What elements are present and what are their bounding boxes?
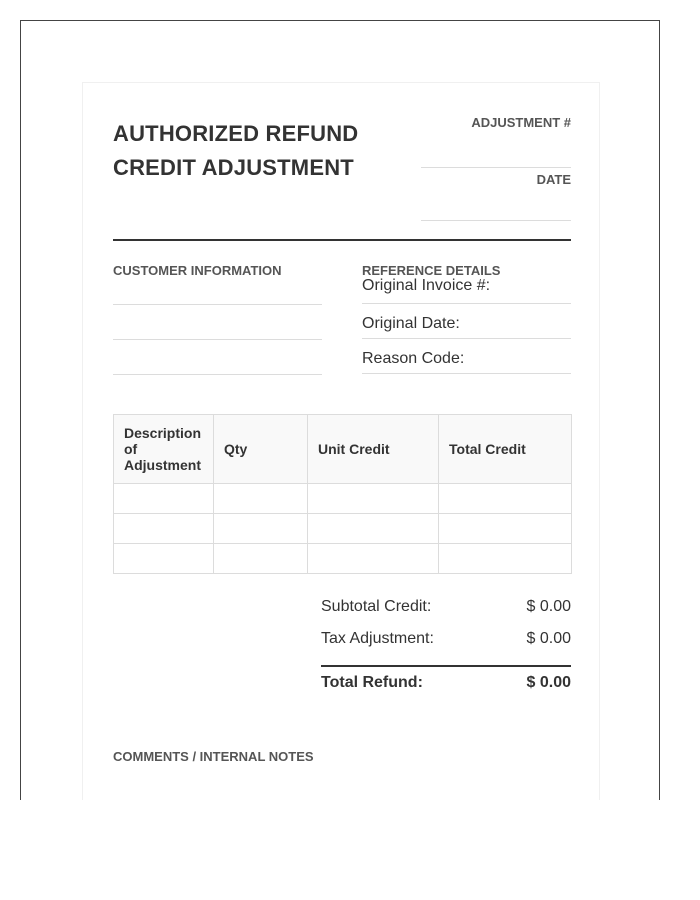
column-header-unit-credit: Unit Credit [308,415,439,484]
adjustment-number-field[interactable] [421,115,571,168]
table-cell[interactable] [114,484,214,514]
table-header-row [114,415,572,484]
tax-adjustment-value: $ 0.00 [526,630,571,647]
subtotal-value: $ 0.00 [526,598,571,615]
table-cell[interactable] [308,544,439,574]
table-row [114,514,572,544]
customer-information-section [113,263,322,375]
table-cell[interactable] [308,514,439,544]
table-cell[interactable] [114,544,214,574]
title-line-2: CREDIT ADJUSTMENT [113,155,354,180]
table-cell[interactable] [439,544,572,574]
table-cell[interactable] [308,484,439,514]
header-divider [113,239,571,241]
date-label: DATE [536,172,571,187]
original-invoice-label: Original Invoice #: [362,277,491,294]
table-cell[interactable] [214,544,308,574]
total-refund-label: Total Refund: [321,674,423,691]
table-row [114,484,572,514]
tax-adjustment-row [321,629,571,661]
table-cell[interactable] [114,514,214,544]
page-frame [20,20,660,800]
comments-title: COMMENTS / INTERNAL NOTES [113,749,314,764]
subtotal-row [321,597,571,629]
document-title [113,117,403,185]
tax-adjustment-label: Tax Adjustment: [321,630,434,647]
total-refund-value: $ 0.00 [526,674,571,691]
customer-information-title: CUSTOMER INFORMATION [113,263,322,305]
column-header-description: Description of Adjustment [114,415,214,484]
date-field[interactable] [421,168,571,221]
adjustment-number-label: ADJUSTMENT # [471,115,571,130]
document-meta [421,115,571,221]
adjustment-table [113,414,572,574]
reference-details-title: REFERENCE DETAILS [362,263,501,278]
total-refund-row [321,665,571,705]
table-cell[interactable] [439,484,572,514]
column-header-qty: Qty [214,415,308,484]
refund-form [82,82,600,800]
column-header-total-credit: Total Credit [439,415,572,484]
reason-code-label: Reason Code: [362,350,465,367]
original-date-field[interactable] [362,304,571,339]
table-row [114,544,572,574]
totals-summary [321,597,571,705]
original-invoice-field[interactable] [362,277,571,304]
table-cell[interactable] [439,514,572,544]
title-line-1: AUTHORIZED REFUND [113,121,359,146]
table-cell[interactable] [214,484,308,514]
table-cell[interactable] [214,514,308,544]
customer-line-field[interactable] [113,305,322,340]
original-date-label: Original Date: [362,315,460,332]
customer-line-field[interactable] [113,340,322,375]
reason-code-field[interactable] [362,339,571,374]
subtotal-label: Subtotal Credit: [321,598,432,615]
reference-details-section [362,263,571,374]
